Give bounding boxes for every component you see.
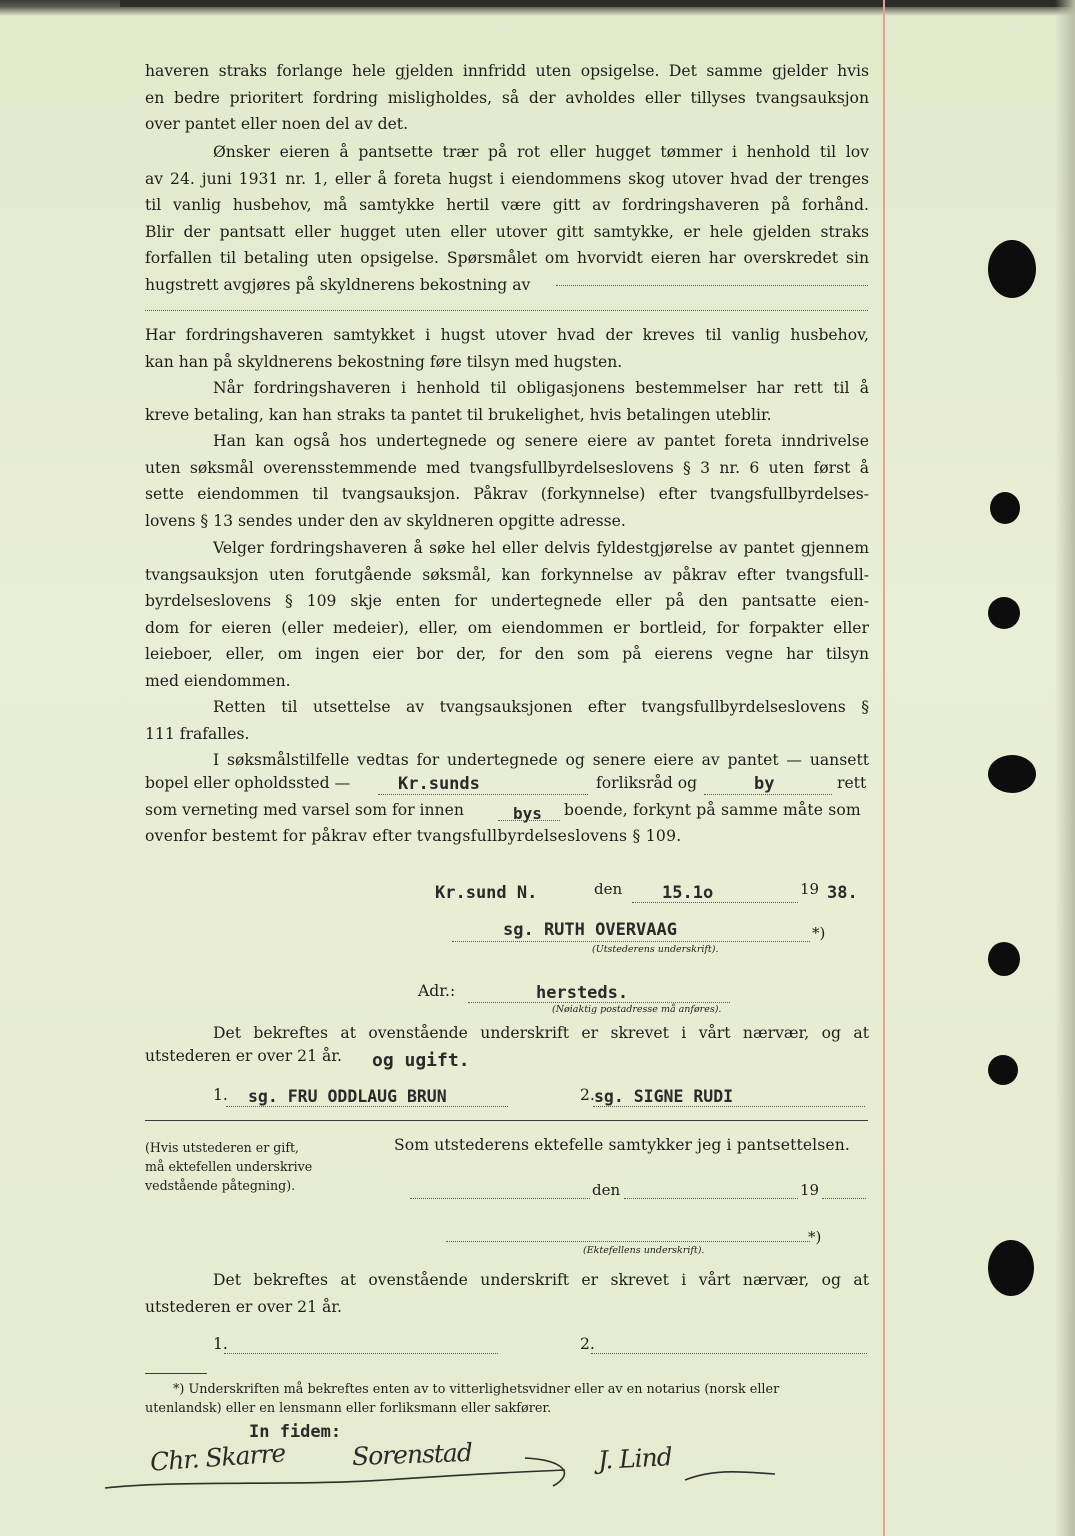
- address-fill: hersteds.: [536, 983, 629, 1003]
- text-line: I søksmålstilfelle vedtas for undertegnede og senere eiere av pantet — uansett: [213, 751, 869, 769]
- paragraph-venue: [145, 747, 869, 774]
- punch-hole-6: [988, 1055, 1018, 1085]
- spouse-note: [145, 1138, 312, 1195]
- witness-confirmation-1: [145, 1020, 869, 1047]
- text-line: utstederen er over 21 år.: [145, 1297, 342, 1316]
- text-line: lovens § 13 sendes under den av skyldneren opgitte adresse.: [145, 511, 626, 530]
- text-line: Han kan også hos undertegnede og senere eiere av pantet foreta inndrivelse: [213, 432, 869, 450]
- in-fidem-stamp: In fidem:: [249, 1422, 342, 1442]
- spouse-note-line: vedstående påtegning).: [145, 1178, 296, 1193]
- blank-line-spouse-year: [822, 1198, 866, 1199]
- spouse-caption: (Ektefellens underskrift).: [583, 1245, 705, 1256]
- text-line: forfallen til betaling uten opsigelse. Spørsmålet om hvorvidt eieren har overskredet sin: [145, 249, 869, 267]
- text-line: Når fordringshaveren i henhold til obligasjonens bestemmelser har rett til å: [213, 379, 869, 397]
- issuer-caption: (Utstederens underskrift).: [592, 944, 719, 955]
- year-prefix: 19: [800, 880, 820, 898]
- witness-2-signature: sg. SIGNE RUDI: [594, 1087, 734, 1106]
- text-line: med eiendommen.: [145, 671, 291, 690]
- scan-right-edge: [1055, 0, 1075, 1536]
- blank-line-assessor: [556, 285, 868, 286]
- blank-line-by: [704, 794, 832, 795]
- punch-hole-7: [988, 1240, 1034, 1296]
- footnote-line: *) Underskriften må bekreftes enten av to vitterlighetsvidner eller av en notarius (norsk eller: [173, 1382, 780, 1397]
- paragraph-supervision: [145, 322, 869, 375]
- spouse-consent-text: Som utstederens ektefelle samtykker jeg i pantsettelsen.: [394, 1136, 850, 1154]
- text-line: over pantet eller noen del av det.: [145, 115, 409, 133]
- year-fill: 38.: [827, 883, 858, 903]
- blank-line-date: [632, 902, 798, 903]
- spouse-year-prefix: 19: [800, 1181, 820, 1199]
- paragraph-enforcement: [145, 428, 869, 534]
- blank-line-spouse-date: [624, 1198, 798, 1199]
- blank-line-witness-1: [226, 1106, 508, 1107]
- text-line: 111 frafalles.: [145, 724, 250, 743]
- footnote-rule: [145, 1373, 207, 1374]
- spouse-den-label: den: [592, 1181, 621, 1199]
- venue-text-6: ovenfor bestemt for påkrav efter tvangsfullbyrdelseslovens § 109.: [145, 827, 682, 845]
- witness-1-number: 1.: [213, 1086, 228, 1104]
- spouse-note-line: (Hvis utstederen er gift,: [145, 1140, 300, 1155]
- blank-line-bys: [498, 820, 560, 821]
- paragraph-payment: [145, 375, 869, 428]
- punch-hole-2: [990, 492, 1020, 524]
- witness-age-text: utstederen er over 21 år.: [145, 1047, 342, 1065]
- text-line: til vanlig husbehov, må samtykke hertil være gitt av fordringshaveren på forhånd.: [145, 196, 869, 214]
- punch-hole-1: [988, 240, 1036, 298]
- text-line: Velger fordringshaveren å søke hel eller delvis fyldestgjørelse av pantet gjennem: [213, 539, 869, 557]
- venue-text-5: boende, forkynt på samme måte som: [564, 801, 861, 819]
- paragraph-timber-clause: [145, 139, 869, 298]
- paragraph-auction: [145, 535, 869, 694]
- blank-line-court: [378, 794, 588, 795]
- blank-line-assessor-2: [145, 310, 868, 311]
- red-margin-line: [883, 0, 885, 1536]
- scan-top-edge: [120, 0, 1075, 7]
- text-line: en bedre prioritert fordring misligholdes, så der avholdes eller tillyses tvangsauksjon: [145, 88, 869, 107]
- witness2-1-number: 1.: [213, 1335, 228, 1353]
- address-caption: (Nøiaktig postadresse må anføres).: [552, 1004, 722, 1015]
- venue-court-fill: Kr.sunds: [398, 774, 480, 794]
- venue-bys-fill: bys: [513, 804, 542, 823]
- issuer-asterisk: *): [812, 924, 826, 942]
- text-line: hugstrett avgjøres på skyldnerens bekostning av: [145, 275, 531, 294]
- address-label: Adr.:: [418, 982, 456, 1000]
- handwritten-signature-1: Chr. Skarre: [149, 1438, 287, 1477]
- footnote: [145, 1380, 867, 1418]
- venue-by-fill: by: [754, 774, 775, 794]
- text-line: tvangsauksjon uten forutgående søksmål, kan forkynnelse av påkrav efter tvangsfull-: [145, 565, 869, 584]
- blank-line-witness-2: [593, 1106, 865, 1107]
- blank-line-spouse-signature: [446, 1241, 810, 1242]
- issuer-signature: sg. RUTH OVERVAAG: [503, 920, 677, 940]
- blank-line-witness2-2: [591, 1353, 867, 1354]
- paragraph-postponement: [145, 694, 869, 747]
- text-line: Blir der pantsatt eller hugget uten eller utover gitt samtykke, er hele gjelden straks: [145, 222, 869, 241]
- blank-line-address: [468, 1002, 730, 1003]
- blank-line-spouse-place: [410, 1198, 590, 1199]
- text-line: kreve betaling, kan han straks ta pantet til brukelighet, hvis betalingen uteblir.: [145, 405, 772, 424]
- text-line: leieboer, eller, om ingen eier bor der, for den som på eierens vegne har tilsyn: [145, 645, 869, 663]
- text-line: uten søksmål overensstemmende med tvangsfullbyrdelseslovens § 3 nr. 6 uten først å: [145, 458, 869, 477]
- text-line: kan han på skyldnerens bekostning føre tilsyn med hugsten.: [145, 352, 623, 371]
- text-line: Det bekreftes at ovenstående underskrift er skrevet i vårt nærvær, og at: [213, 1024, 869, 1042]
- blank-line-witness2-1: [224, 1353, 498, 1354]
- text-line: Har fordringshaveren samtykket i hugst utover hvad der kreves til vanlig husbehov,: [145, 326, 869, 344]
- text-line: dom for eieren (eller medeier), eller, om eiendommen er bortleid, for forpakter eller: [145, 618, 869, 637]
- witness-1-signature: sg. FRU ODDLAUG BRUN: [248, 1087, 447, 1106]
- text-line: av 24. juni 1931 nr. 1, eller å foreta hugst i eiendommens skog utover hvad der trenges: [145, 169, 869, 188]
- punch-hole-4: [988, 755, 1036, 793]
- text-line: Ønsker eieren å pantsette trær på rot eller hugget tømmer i henhold til lov: [213, 143, 869, 161]
- section-divider: [145, 1120, 868, 1121]
- spouse-note-line: må ektefellen underskrive: [145, 1159, 313, 1174]
- handwritten-signature-2: Sorenstad: [351, 1437, 473, 1472]
- marital-status-fill: og ugift.: [372, 1050, 470, 1071]
- handwritten-signature-3: J. Lind: [597, 1442, 673, 1475]
- venue-text-3: rett: [837, 774, 867, 792]
- text-line: sette eiendommen til tvangsauksjon. Påkrav (forkynnelse) efter tvangsfullbyrdelses-: [145, 485, 869, 503]
- venue-text-4: som verneting med varsel som for innen: [145, 801, 464, 819]
- date-fill: 15.1o: [662, 883, 714, 903]
- venue-text-2: forliksråd og: [596, 774, 698, 792]
- witness2-2-number: 2.: [580, 1335, 595, 1353]
- punch-hole-3: [988, 597, 1020, 629]
- footnote-line: utenlandsk) eller en lensmann eller forliksmann eller sakfører.: [145, 1401, 552, 1416]
- paragraph-default-clause: [145, 58, 869, 138]
- place-fill: Kr.sund N.: [435, 883, 538, 903]
- punch-hole-5: [988, 942, 1020, 976]
- text-line: Det bekreftes at ovenstående underskrift er skrevet i vårt nærvær, og at: [213, 1271, 869, 1289]
- venue-text-1: bopel eller opholdssted —: [145, 774, 351, 792]
- witness-confirmation-2: [145, 1267, 869, 1320]
- blank-line-issuer: [452, 941, 810, 942]
- text-line: byrdelseslovens § 109 skje enten for undertegnede eller på den pantsatte eien-: [145, 592, 869, 610]
- signature-flourish: [95, 1450, 785, 1495]
- text-line: Retten til utsettelse av tvangsauksjonen efter tvangsfullbyrdelseslovens §: [213, 698, 869, 716]
- spouse-asterisk: *): [808, 1228, 822, 1246]
- date-den-label: den: [594, 880, 623, 898]
- witness-2-number: 2.: [580, 1086, 595, 1104]
- text-line: haveren straks forlange hele gjelden innfridd uten opsigelse. Det samme gjelder hvis: [145, 62, 869, 80]
